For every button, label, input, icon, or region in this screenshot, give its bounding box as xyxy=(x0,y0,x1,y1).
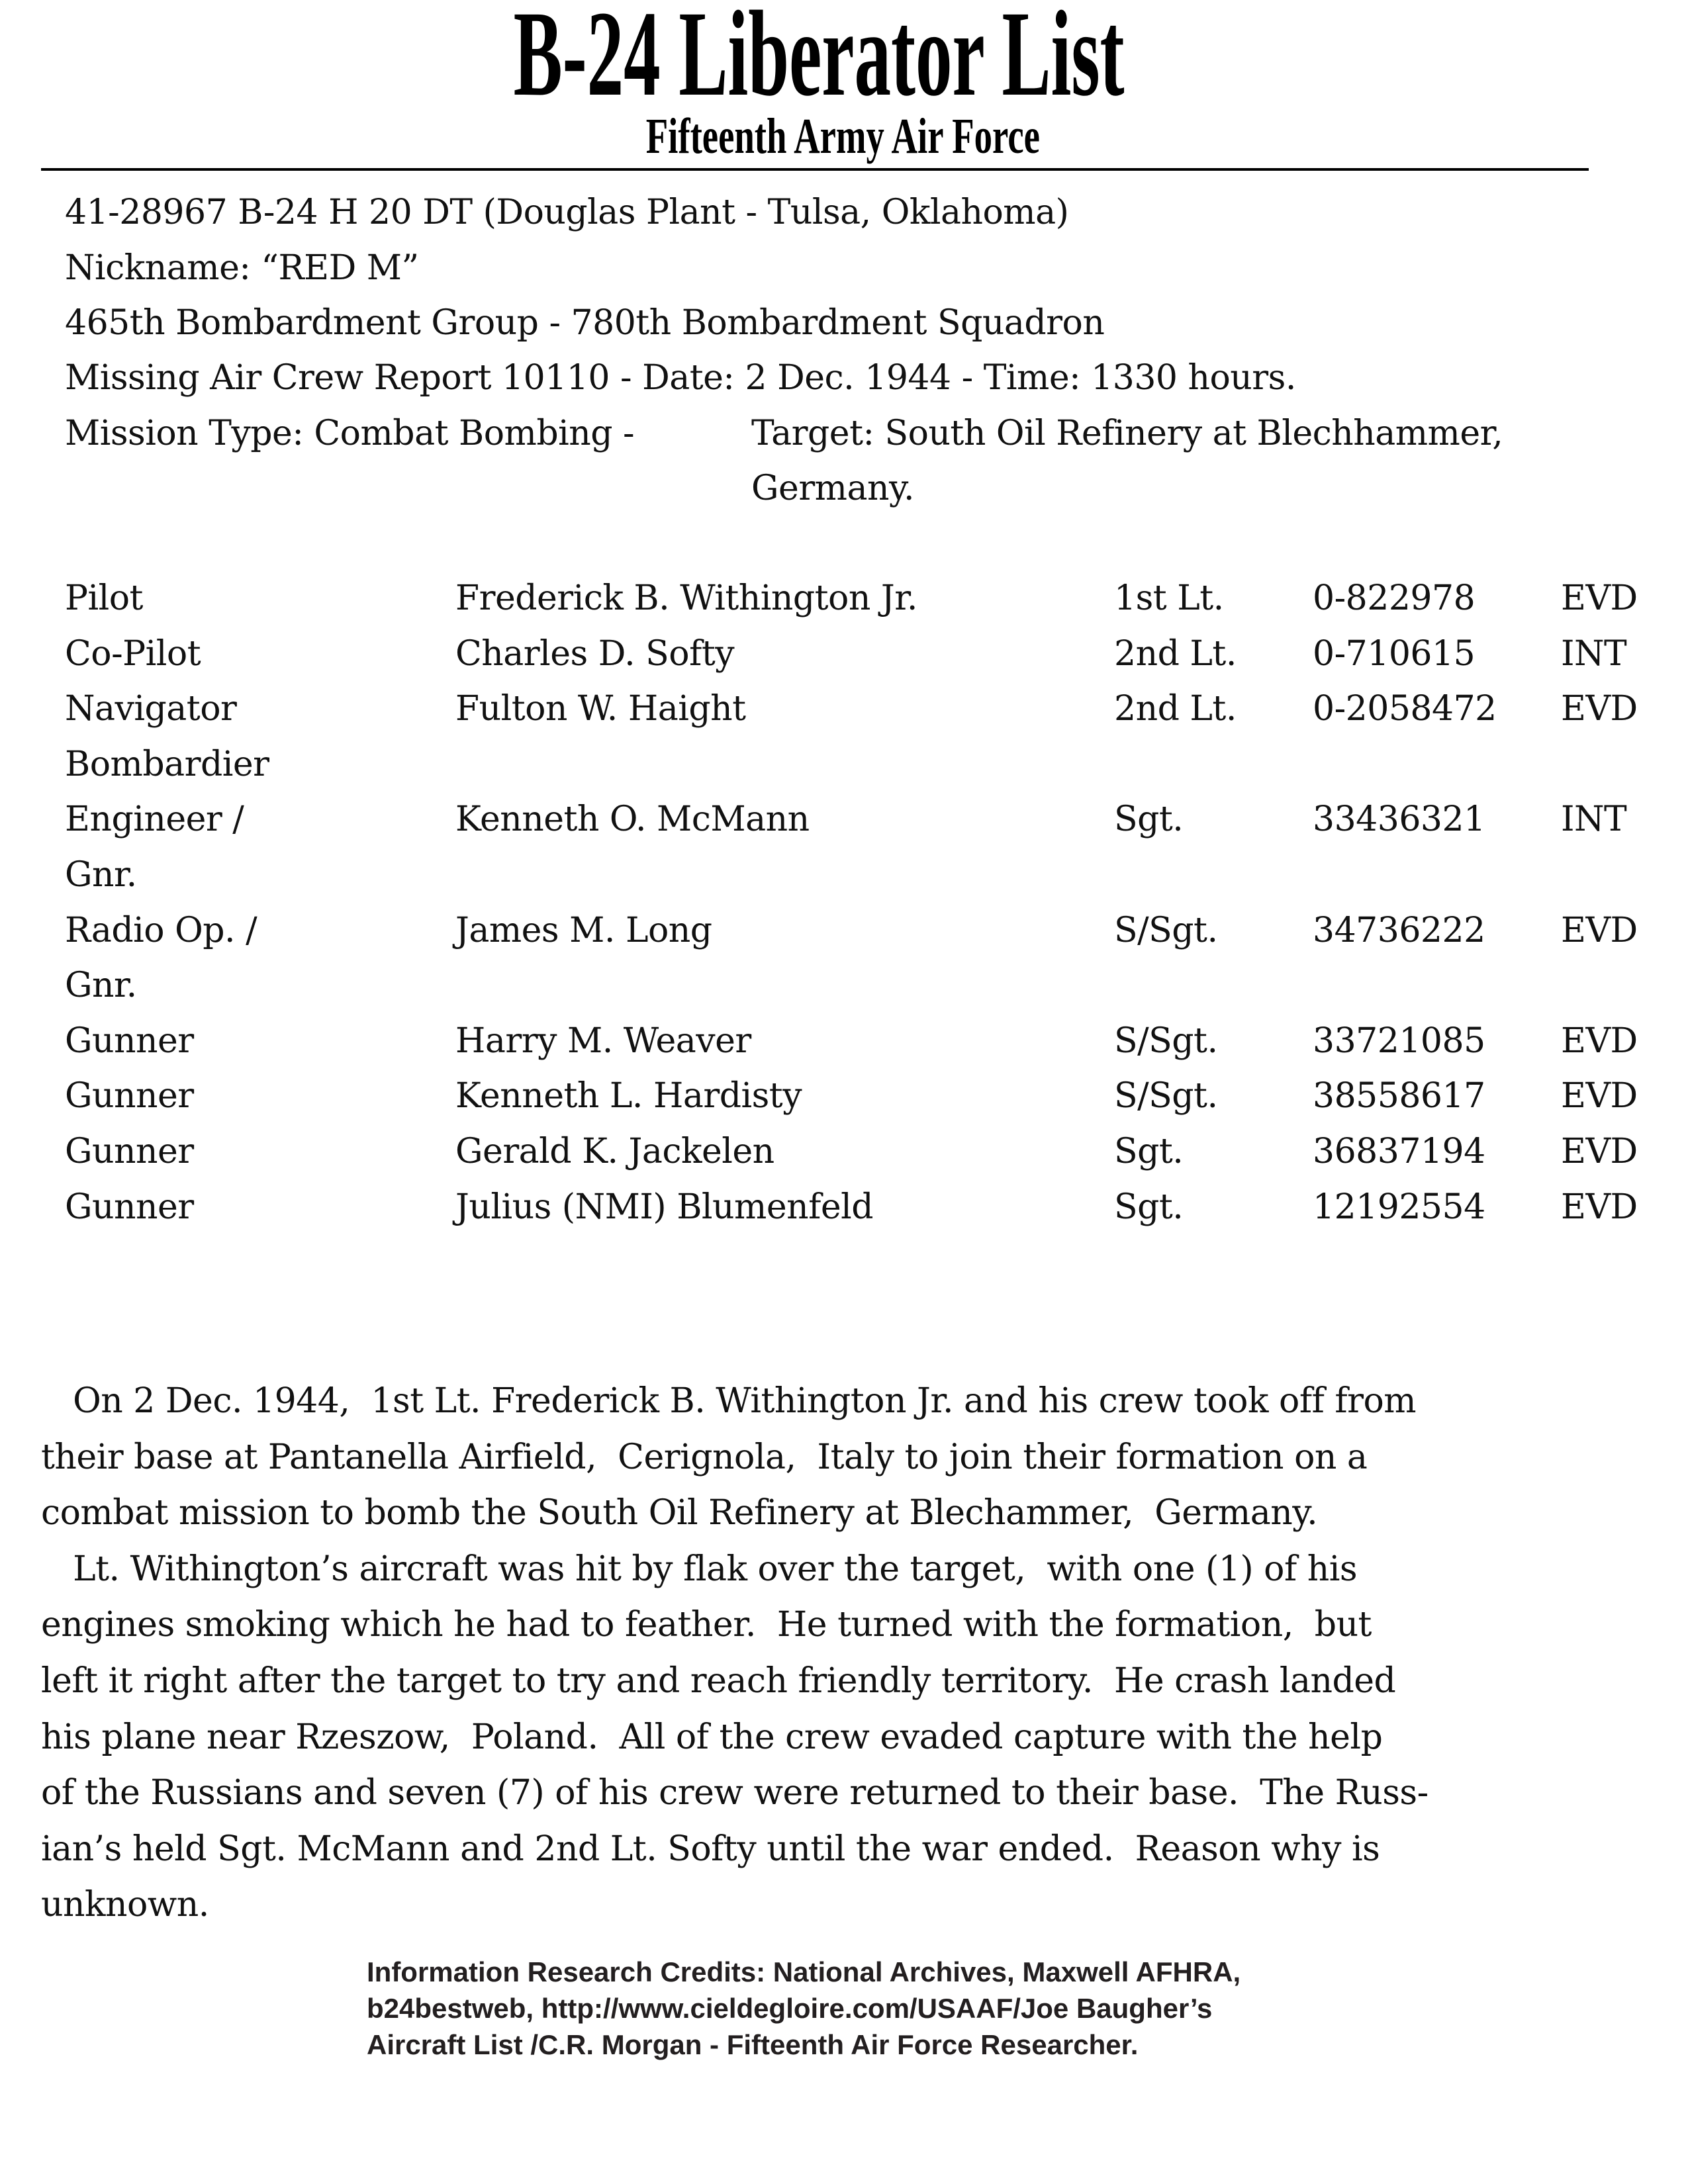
title-text: B-24 Liberator List xyxy=(514,0,1125,122)
crew-position: Pilot xyxy=(65,578,143,618)
crew-status: EVD xyxy=(1561,1076,1638,1116)
crew-position: Gunner xyxy=(65,1132,194,1171)
crew-serial: 0-710615 xyxy=(1313,633,1476,674)
crew-serial: 33721085 xyxy=(1313,1021,1485,1061)
narrative-line: Lt. Withington’s aircraft was hit by flak over the target, with one (1) of his xyxy=(41,1549,1358,1589)
narrative-line: unknown. xyxy=(41,1885,209,1925)
crew-position: Gnr. xyxy=(65,855,137,895)
crew-position: Gnr. xyxy=(65,966,137,1006)
crew-rank: 2nd Lt. xyxy=(1114,633,1237,674)
aircraft-nickname: Nickname: “RED M” xyxy=(65,248,419,288)
narrative-line: combat mission to bomb the South Oil Refinery at Blechammer, Germany. xyxy=(41,1493,1318,1533)
crew-serial: 38558617 xyxy=(1313,1076,1485,1116)
narrative-line: ian’s held Sgt. McMann and 2nd Lt. Softy until the war ended. Reason why is xyxy=(41,1829,1380,1869)
crew-serial: 33436321 xyxy=(1313,799,1485,840)
crew-position: Co-Pilot xyxy=(65,633,201,674)
crew-name: Gerald K. Jackelen xyxy=(455,1132,774,1171)
crew-rank: Sgt. xyxy=(1114,1132,1184,1171)
credits-line: Information Research Credits: National Archives, Maxwell AFHRA, xyxy=(367,1956,1241,1987)
narrative-line: On 2 Dec. 1944, 1st Lt. Frederick B. Withington Jr. and his crew took off from xyxy=(41,1381,1417,1421)
mission-target-cont: Germany. xyxy=(751,469,914,508)
crew-name: Kenneth L. Hardisty xyxy=(455,1076,802,1116)
narrative-line: engines smoking which he had to feather. He turned with the formation, but xyxy=(41,1605,1372,1645)
crew-position: Radio Op. / xyxy=(65,910,258,950)
crew-position: Gunner xyxy=(65,1076,194,1116)
crew-name: Kenneth O. McMann xyxy=(455,799,810,840)
crew-name: Julius (NMI) Blumenfeld xyxy=(455,1187,874,1227)
mission-target: Target: South Oil Refinery at Blechhammer, xyxy=(751,414,1503,453)
crew-position: Engineer / xyxy=(65,799,244,840)
subtitle-text: Fifteenth Army Air Force xyxy=(645,109,1040,164)
crew-rank: S/Sgt. xyxy=(1114,1076,1218,1116)
crew-name: Frederick B. Withington Jr. xyxy=(455,578,917,618)
crew-serial: 12192554 xyxy=(1313,1187,1485,1227)
crew-status: EVD xyxy=(1561,910,1638,950)
crew-rank: S/Sgt. xyxy=(1114,910,1218,950)
narrative-line: left it right after the target to try and reach friendly territory. He crash landed xyxy=(41,1661,1396,1701)
header-divider xyxy=(41,168,1589,171)
crew-rank: Sgt. xyxy=(1114,799,1184,840)
crew-rank: 2nd Lt. xyxy=(1114,689,1237,729)
aircraft-serial: 41-28967 B-24 H 20 DT (Douglas Plant - Tulsa, Oklahoma) xyxy=(65,193,1069,232)
crew-serial: 0-822978 xyxy=(1313,578,1476,618)
crew-serial: 0-2058472 xyxy=(1313,689,1497,729)
crew-status: INT xyxy=(1561,799,1627,840)
crew-status: EVD xyxy=(1561,1132,1638,1171)
crew-status: EVD xyxy=(1561,578,1638,618)
crew-name: Fulton W. Haight xyxy=(455,689,746,729)
crew-serial: 36837194 xyxy=(1313,1132,1485,1171)
narrative-line: their base at Pantanella Airfield, Cerignola, Italy to join their formation on a xyxy=(41,1437,1368,1477)
crew-status: INT xyxy=(1561,633,1627,674)
crew-name: James M. Long xyxy=(455,910,712,950)
crew-position: Gunner xyxy=(65,1187,194,1227)
aircraft-unit: 465th Bombardment Group - 780th Bombardment Squadron xyxy=(65,303,1105,343)
crew-name: Harry M. Weaver xyxy=(455,1021,751,1061)
crew-status: EVD xyxy=(1561,689,1638,729)
crew-rank: Sgt. xyxy=(1114,1187,1184,1227)
macr-info: Missing Air Crew Report 10110 - Date: 2 Dec. 1944 - Time: 1330 hours. xyxy=(65,358,1296,398)
crew-rank: S/Sgt. xyxy=(1114,1021,1218,1061)
page-subtitle xyxy=(0,110,1685,163)
page-title xyxy=(0,0,1638,122)
credits-line: b24bestweb, http://www.cieldegloire.com/USAAF/Joe Baugher’s xyxy=(367,1993,1213,2024)
crew-serial: 34736222 xyxy=(1313,910,1485,950)
narrative-line: of the Russians and seven (7) of his crew were returned to their base. The Russ- xyxy=(41,1773,1429,1813)
crew-position: Bombardier xyxy=(65,744,269,784)
crew-position: Gunner xyxy=(65,1021,194,1061)
credits-line: Aircraft List /C.R. Morgan - Fifteenth Air Force Researcher. xyxy=(367,2029,1139,2060)
crew-name: Charles D. Softy xyxy=(455,633,735,674)
crew-status: EVD xyxy=(1561,1187,1638,1227)
narrative-line: his plane near Rzeszow, Poland. All of the crew evaded capture with the help xyxy=(41,1717,1383,1757)
crew-rank: 1st Lt. xyxy=(1114,578,1224,618)
crew-position: Navigator xyxy=(65,689,237,729)
mission-type: Mission Type: Combat Bombing - xyxy=(65,414,635,453)
crew-status: EVD xyxy=(1561,1021,1638,1061)
